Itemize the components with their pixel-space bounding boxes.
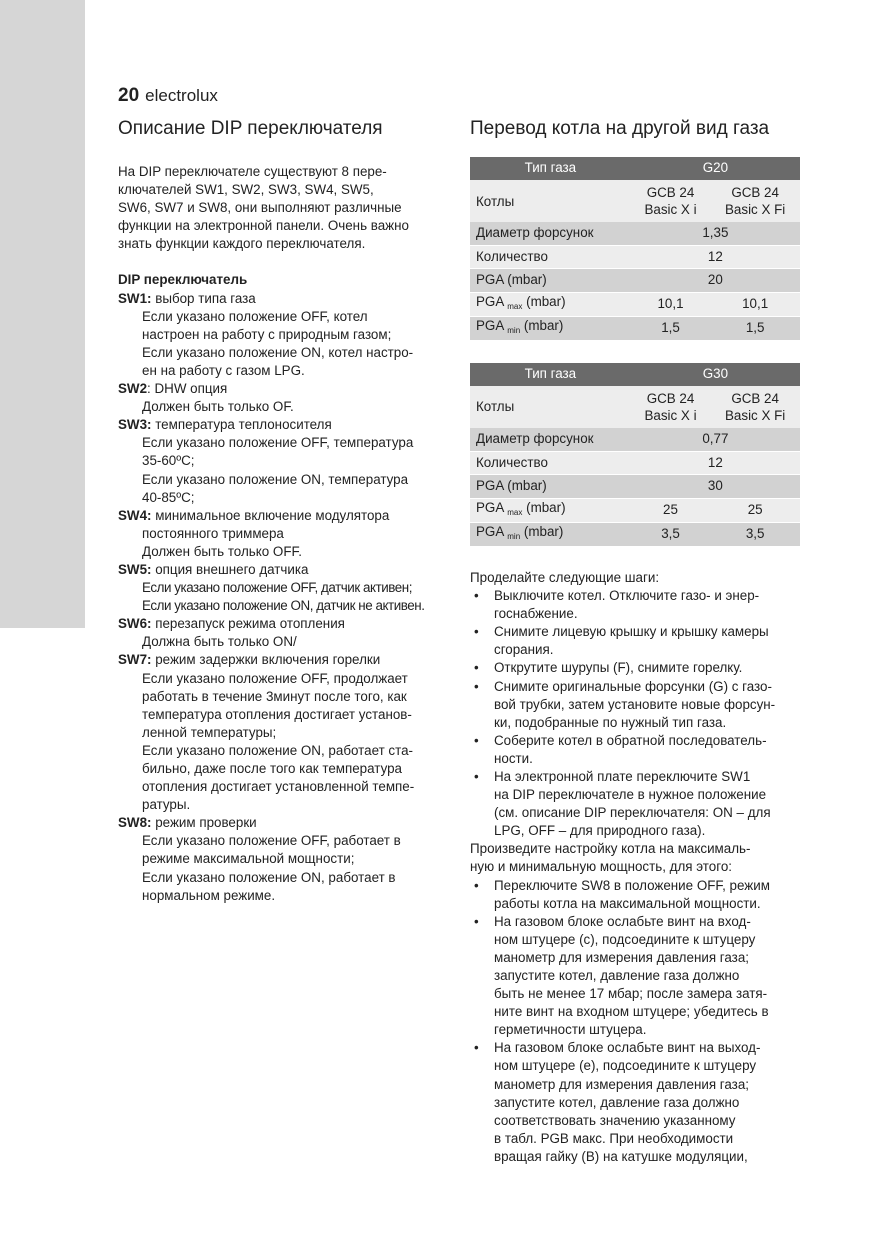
switch-sw5: SW5: опция внешнего датчика Если указано положение OFF, датчик активен; Если указано положение ON, датчик не активен. <box>118 561 425 614</box>
table-row: PGA $_{max}$ (mbar) 10,1 10,1 <box>470 292 800 316</box>
list-item: • На электронной плате переключите SW1 на DIP переключателе в нужное положение (см. описание DIP переключателя: ON – для LPG, OFF – для природного газа). <box>470 768 800 840</box>
gas-conversion-column <box>470 157 800 1166</box>
page-number: 20 <box>118 85 140 106</box>
page-header <box>118 85 218 107</box>
dip-description-column <box>118 163 450 905</box>
list-item: • Снимите лицевую крышку и крышку камеры сгорания. <box>470 623 800 659</box>
table-row: Диаметр форсунок 0,77 <box>470 428 800 451</box>
table-row: PGA (mbar) 20 <box>470 269 800 293</box>
table-row: PGA $_{min}$ (mbar) 3,5 3,5 <box>470 522 800 546</box>
list-item: • Переключите SW8 в положение OFF, режим работы котла на максимальной мощности. <box>470 877 800 913</box>
list-item: • На газовом блоке ослабьте винт на выход- ном штуцере (e), подсоедините к штуцеру манометр для измерения давления газа; запустите котел, давление газа должно соответствовать значению указанному в табл. PGB макс. При необходимости вращая гайку (B) на катушке модуляции, <box>470 1039 800 1166</box>
list-item: • Открутите шурупы (F), снимите горелку. <box>470 659 800 677</box>
page-margin-bar <box>0 0 85 628</box>
gas-table-g20 <box>470 157 800 341</box>
steps-intro: Проделайте следующие шаги: <box>470 569 660 585</box>
table-header-row: Тип газа G20 <box>470 157 800 180</box>
gas-conversion-title: Перевод котла на другой вид газа <box>470 118 770 139</box>
table-row: PGA $_{max}$ (mbar) 25 25 <box>470 498 800 522</box>
table-row: Котлы GCB 24 Basic X i GCB 24 Basic X Fi <box>470 386 800 428</box>
table-row: Диаметр форсунок 1,35 <box>470 222 800 245</box>
list-item: • Выключите котел. Отключите газо- и энер- госнабжение. <box>470 587 800 623</box>
switch-sw1: SW1: выбор типа газа Если указано положение OFF, котел настроен на работу с природным газом; Если указано положение ON, котел настро- ен на работу с газом LPG. <box>118 290 414 378</box>
table-row: Количество 12 <box>470 245 800 269</box>
list-item: • Снимите оригинальные форсунки (G) с газо- вой трубки, затем установите новые форсун- ки, подобранные по нужный тип газа. <box>470 678 800 732</box>
table-row: Котлы GCB 24 Basic X i GCB 24 Basic X Fi <box>470 180 800 222</box>
brand-name: electrolux <box>145 86 218 105</box>
gas-table-g30 <box>470 363 800 547</box>
dip-intro-paragraph: На DIP переключателе существуют 8 пере- ключателей SW1, SW2, SW3, SW4, SW5, SW6, SW7 и SW8, они выполняют различные функции на электронной панели. Очень важно знать функции каждого переключателя. <box>118 164 409 252</box>
list-item: • На газовом блоке ослабьте винт на вход- ном штуцере (c), подсоедините к штуцеру манометр для измерения давления газа; запустите котел, давление газа должно быть не менее 17 мбар; после замера затя- ните винт на входном штуцере; убедитесь в герметичности штуцера. <box>470 913 800 1040</box>
table-row: PGA (mbar) 30 <box>470 475 800 499</box>
dip-section-title: Описание DIP переключателя <box>118 118 383 139</box>
switch-sw2: SW2: DHW опция Должен быть только OF. <box>118 381 294 415</box>
table-row: Количество 12 <box>470 451 800 475</box>
switch-sw8: SW8: режим проверки Если указано положение OFF, работает в режиме максимальной мощности; Если указано положение ON, работает в нормальном режиме. <box>118 815 401 903</box>
adjust-intro: Произведите настройку котла на максималь- ную и минимальную мощность, для этого: <box>470 841 751 875</box>
table-header-row: Тип газа G30 <box>470 363 800 386</box>
switch-sw7: SW7: режим задержки включения горелки Если указано положение OFF, продолжает работать в течение 3минут после того, как температура отопления достигает установ- ленной температуры; Если указано положение ON, работает ста- бильно, даже после того как температура отопления достигает установленной темпе- ратуры. <box>118 652 415 813</box>
adjust-steps-list <box>470 877 800 1167</box>
dip-switch-heading: DIP переключатель <box>118 272 248 288</box>
switch-sw3: SW3: температура теплоносителя Если указано положение OFF, температура 35-60ºC; Если указано положение ON, температура 40-85ºC; <box>118 417 414 505</box>
switch-sw6: SW6: перезапуск режима отопления Должна быть только ON/ <box>118 616 345 650</box>
conversion-steps-list <box>470 587 800 840</box>
table-row: PGA $_{min}$ (mbar) 1,5 1,5 <box>470 316 800 340</box>
list-item: • Соберите котел в обратной последователь- ности. <box>470 732 800 768</box>
switch-sw4: SW4: минимальное включение модулятора постоянного триммера Должен быть только OFF. <box>118 507 390 559</box>
